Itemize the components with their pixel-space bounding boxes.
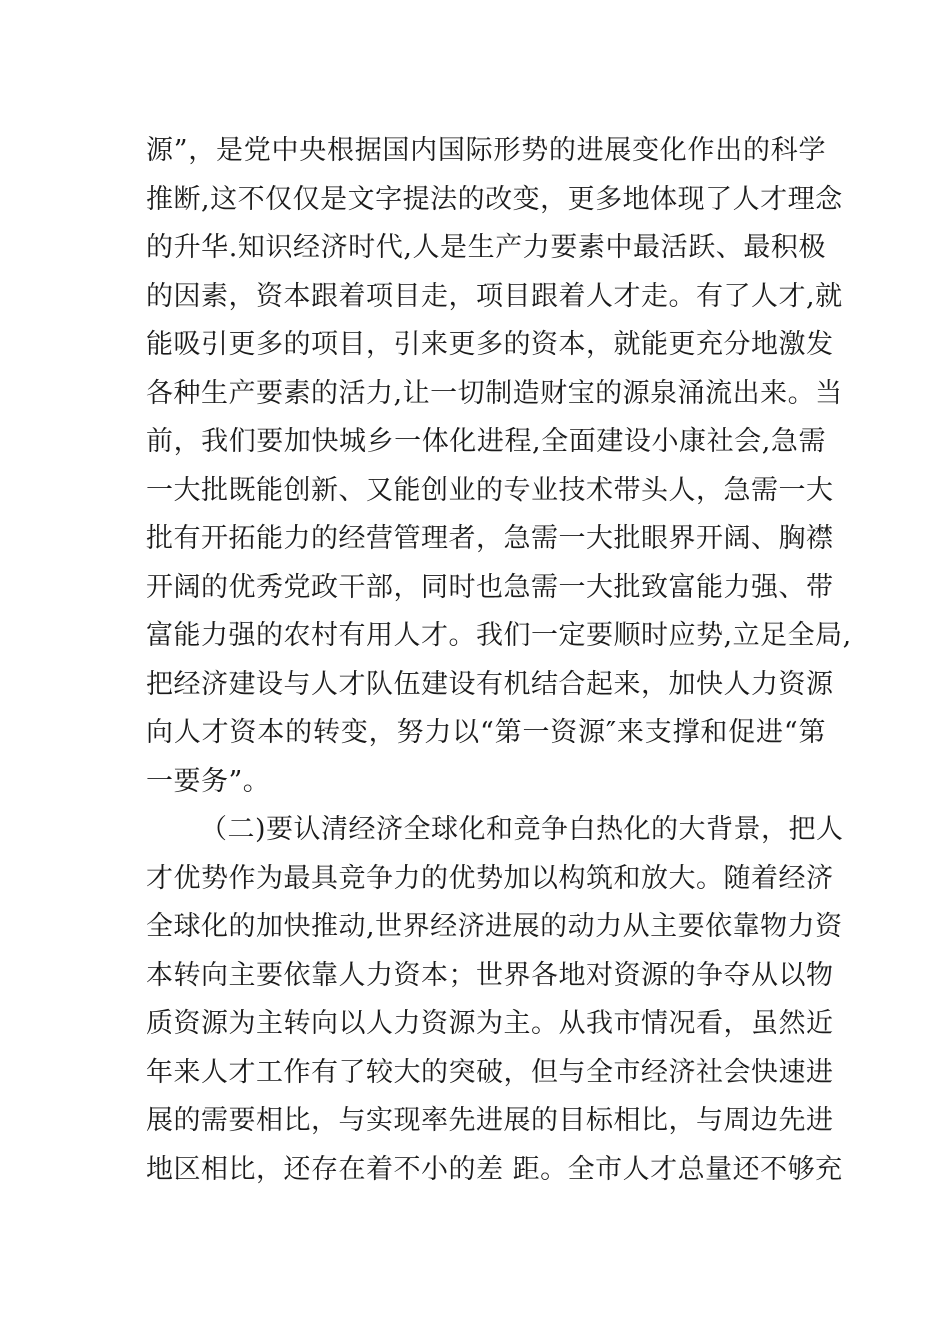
paragraph-start-line: （二)要认清经济全球化和竞争白热化的大背景，把人 — [200, 814, 844, 845]
text-line: 把经济建设与人才队伍建设有机结合起来，加快人力资源 — [146, 668, 834, 700]
text-line: 向人才资本的转变，努力以“第一资源″来支撑和促进“第 — [146, 717, 826, 748]
text-line: 本转向主要依靠人力资本；世界各地对资源的争夺从以物 — [146, 959, 834, 991]
text-line: 的升华.知识经济时代,人是生产力要素中最活跃、最积极 — [146, 232, 826, 263]
text-line: 的因素，资本跟着项目走，项目跟着人才走。有了人才,就 — [146, 280, 843, 312]
text-line: 质资源为主转向以人力资源为主。从我市情况看，虽然近 — [146, 1008, 834, 1039]
text-line: 全球化的加快推动,世界经济进展的动力从主要依靠物力资 — [146, 911, 843, 942]
text-line: 推断,这不仅仅是文字提法的改变，更多地体现了人才理念 — [146, 183, 843, 215]
text-line: 前，我们要加快城乡一体化进程,全面建设小康社会,急需 — [146, 426, 826, 457]
text-line: 才优势作为最具竞争力的优势加以构筑和放大。随着经济 — [146, 862, 834, 894]
text-line: 一要务”。 — [146, 765, 271, 797]
text-line: 地区相比，还存在着不小的差 距。全市人才总量还不够充 — [146, 1153, 843, 1185]
text-line: 富能力强的农村有用人才。我们一定要顺时应势,立足全局, — [146, 620, 852, 651]
text-line: 开阔的优秀党政干部，同时也急需一大批致富能力强、带 — [146, 571, 834, 603]
body-text — [146, 127, 852, 1194]
text-line: 各种生产要素的活力,让一切制造财宝的源泉涌流出来。当 — [146, 377, 843, 409]
text-line: 展的需要相比，与实现率先进展的目标相比，与周边先进 — [146, 1105, 834, 1136]
text-line: 能吸引更多的项目，引来更多的资本，就能更充分地激发 — [146, 329, 834, 360]
text-line: 一大批既能创新、又能创业的专业技术带头人，急需一大 — [146, 474, 834, 506]
text-line: 批有开拓能力的经营管理者，急需一大批眼界开阔、胸襟 — [146, 523, 834, 554]
text-line: 年来人才工作有了较大的突破，但与全市经济社会快速进 — [146, 1056, 834, 1088]
text-line: 源”，是党中央根据国内国际形势的进展变化作出的科学 — [146, 135, 826, 166]
